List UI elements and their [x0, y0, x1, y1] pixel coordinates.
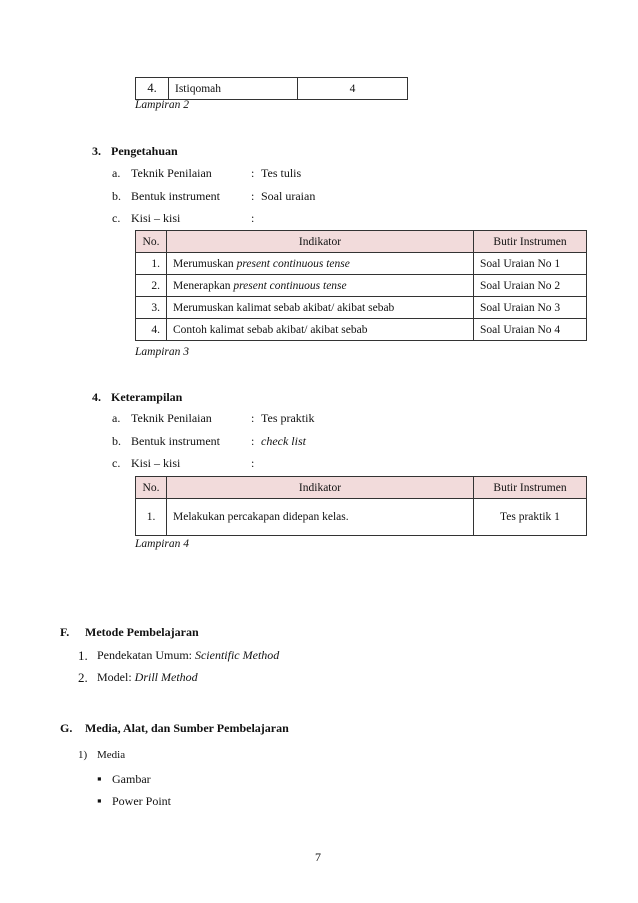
keterampilan-table: [135, 476, 587, 536]
pengetahuan-c-key: Kisi – kisi: [131, 211, 181, 225]
pengetahuan-b-colon: :: [251, 189, 255, 203]
section-f-title: Metode Pembelajaran: [85, 625, 199, 639]
pengetahuan-b-val: Soal uraian: [261, 189, 316, 203]
header-butir: Butir Instrumen: [474, 231, 587, 253]
bullet-item: ▪ Power Point: [112, 794, 171, 809]
row-indikator: [167, 319, 474, 341]
row-indikator-text: Contoh kalimat sebab akibat/ akibat sebab: [173, 323, 368, 336]
row-indikator-text: Merumuskan kalimat sebab akibat/ akibat sebab: [173, 301, 395, 314]
pengetahuan-b-label: b.: [112, 189, 121, 203]
row-indikator-em: present continuous tense: [233, 279, 347, 292]
section-f-item2-text: Model:: [97, 670, 132, 684]
top-table-no: 4.: [136, 78, 169, 100]
keterampilan-a-label: a.: [112, 411, 121, 425]
table-row: [136, 319, 587, 341]
section-f-item1-num: 1.: [78, 648, 88, 663]
top-table: [135, 77, 408, 100]
section-g-label: G.: [60, 721, 73, 735]
pengetahuan-a-val: Tes tulis: [261, 166, 302, 180]
keterampilan-b-colon: :: [251, 434, 255, 448]
pengetahuan-c-colon: :: [251, 211, 255, 225]
table-row: [136, 275, 587, 297]
header-no: No.: [136, 231, 167, 253]
row-butir: Tes praktik 1: [474, 499, 587, 536]
keterampilan-a-val: Tes praktik: [261, 411, 315, 425]
pengetahuan-c-label: c.: [112, 211, 121, 225]
keterampilan-a-colon: :: [251, 411, 255, 425]
table-row: [136, 499, 587, 536]
lampiran-4: Lampiran 4: [135, 538, 189, 550]
top-table-name: Istiqomah: [169, 78, 298, 100]
table-header-row: [136, 477, 587, 499]
section-f-item1-text: Pendekatan Umum:: [97, 648, 192, 662]
keterampilan-c-key: Kisi – kisi: [131, 456, 181, 470]
section-g-sub1-num: 1): [78, 749, 88, 761]
table-header-row: [136, 231, 587, 253]
row-no: 1.: [136, 253, 167, 275]
section-f-item1-em: Scientific Method: [194, 648, 280, 662]
section-f-item2: [97, 670, 198, 685]
section-g-sub1: Media: [97, 749, 126, 761]
keterampilan-heading: Keterampilan: [111, 390, 183, 404]
section-g-title: Media, Alat, dan Sumber Pembelajaran: [85, 721, 289, 735]
keterampilan-c-colon: :: [251, 456, 255, 470]
table-row: [136, 253, 587, 275]
row-indikator-text: Menerapkan: [173, 279, 234, 292]
header-indikator: Indikator: [167, 477, 474, 499]
bullet-item: ▪ Gambar: [112, 772, 151, 787]
pengetahuan-table: [135, 230, 587, 341]
keterampilan-num: 4.: [92, 390, 101, 404]
table-row: [136, 297, 587, 319]
pengetahuan-a-colon: :: [251, 166, 255, 180]
header-butir: Butir Instrumen: [474, 477, 587, 499]
row-no: 1.: [136, 499, 167, 536]
row-indikator: [167, 297, 474, 319]
section-f-item2-num: 2.: [78, 670, 88, 685]
keterampilan-b-label: b.: [112, 434, 121, 448]
section-f-item2-em: Drill Method: [134, 670, 198, 684]
section-f-item1: [97, 648, 279, 663]
row-indikator: Melakukan percakapan didepan kelas.: [167, 499, 474, 536]
keterampilan-b-val: check list: [261, 434, 306, 448]
row-no: 3.: [136, 297, 167, 319]
pengetahuan-a-label: a.: [112, 166, 121, 180]
row-no: 2.: [136, 275, 167, 297]
row-butir: Soal Uraian No 1: [474, 253, 587, 275]
row-butir: Soal Uraian No 4: [474, 319, 587, 341]
pengetahuan-a-key: Teknik Penilaian: [131, 166, 212, 180]
keterampilan-b-key: Bentuk instrument: [131, 434, 220, 448]
page-number: 7: [315, 850, 321, 864]
pengetahuan-b-key: Bentuk instrument: [131, 189, 220, 203]
top-table-value: 4: [298, 78, 408, 100]
section-f-label: F.: [60, 625, 70, 639]
row-indikator-em: present continuous tense: [236, 257, 350, 270]
row-butir: Soal Uraian No 2: [474, 275, 587, 297]
row-butir: Soal Uraian No 3: [474, 297, 587, 319]
keterampilan-a-key: Teknik Penilaian: [131, 411, 212, 425]
lampiran-3: Lampiran 3: [135, 346, 189, 358]
row-no: 4.: [136, 319, 167, 341]
row-indikator: [167, 253, 474, 275]
pengetahuan-heading: Pengetahuan: [111, 144, 178, 158]
header-no: No.: [136, 477, 167, 499]
row-indikator-text: Merumuskan: [173, 257, 237, 270]
row-indikator: [167, 275, 474, 297]
pengetahuan-num: 3.: [92, 144, 101, 158]
lampiran-2: Lampiran 2: [135, 99, 189, 111]
header-indikator: Indikator: [167, 231, 474, 253]
keterampilan-c-label: c.: [112, 456, 121, 470]
